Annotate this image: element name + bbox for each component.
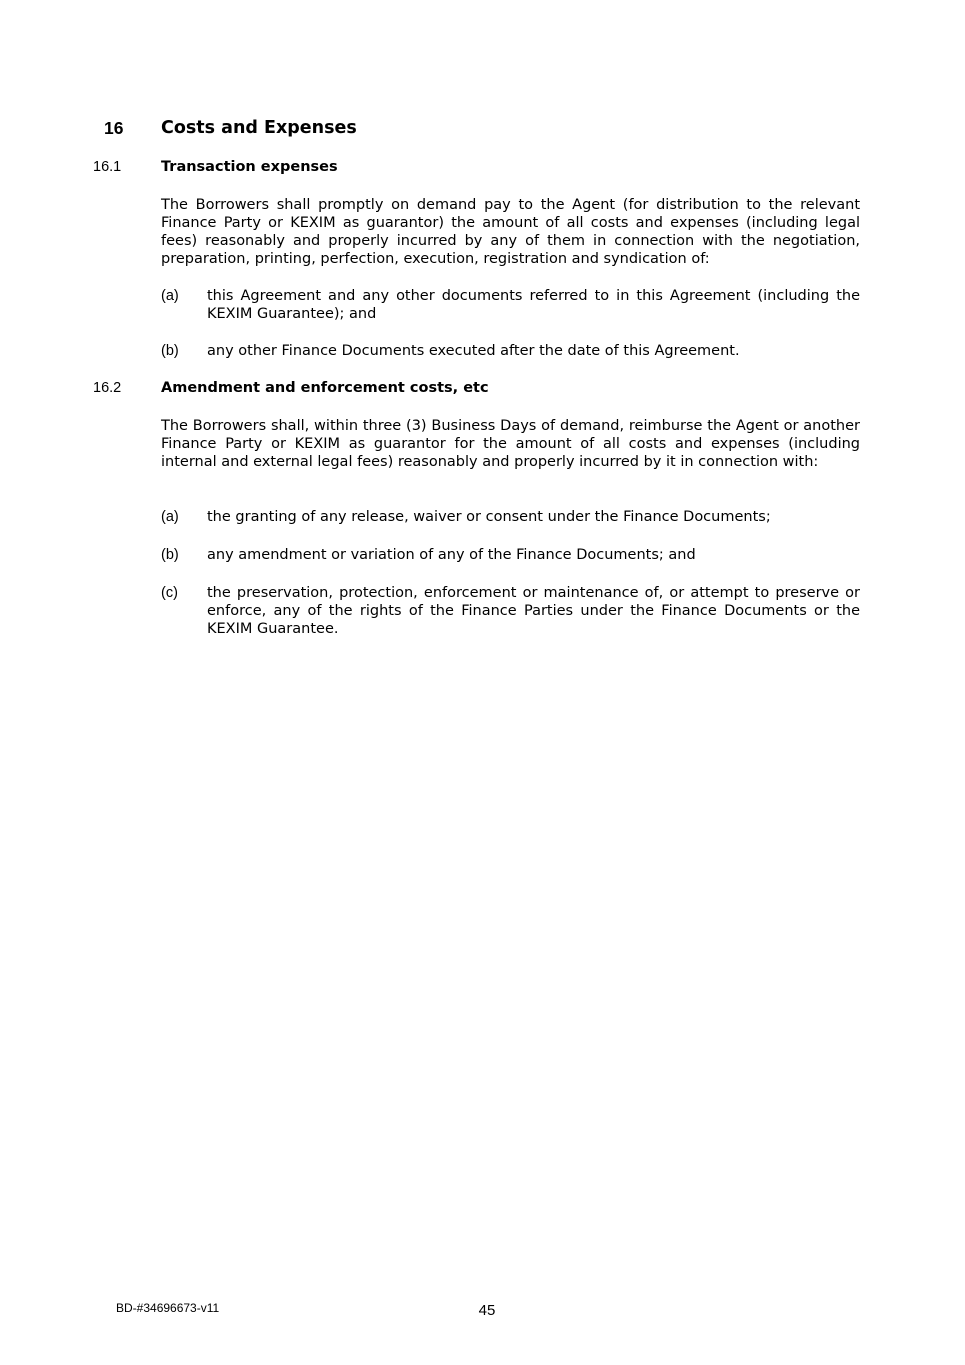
section-title: Costs and Expenses: [161, 118, 357, 138]
list-item-text: the preservation, protection, enforcement or maintenance of, or attempt to preserve or enforce, any of the rights of the Finance Parties under the Finance Documents or the KEXIM Guarantee.: [207, 585, 860, 637]
list-item-text: any other Finance Documents executed after the date of this Agreement.: [207, 343, 740, 359]
clause-title: Transaction expenses: [161, 159, 338, 175]
list-item-text: the granting of any release, waiver or consent under the Finance Documents;: [207, 509, 771, 525]
list-item-marker: (c): [161, 585, 178, 601]
list-item-marker: (b): [161, 547, 179, 563]
clause-paragraph: The Borrowers shall promptly on demand pay to the Agent (for distribution to the relevant Finance Party or KEXIM as guarantor) the amount of all costs and expenses (including legal fees) reasonably and properly incurred by any of them in connection with the negotiation, preparation, printing, perfection, execution, registration and syndication of:: [161, 197, 860, 267]
list-item-marker: (b): [161, 343, 179, 359]
clause-number: 16.2: [93, 380, 122, 396]
clause-number: 16.1: [93, 159, 122, 175]
section-number: 16: [104, 118, 124, 138]
list-item-marker: (a): [161, 509, 179, 525]
clause-title: Amendment and enforcement costs, etc: [161, 380, 489, 396]
list-item-text: this Agreement and any other documents referred to in this Agreement (including the KEXIM Guarantee); and: [207, 288, 860, 322]
list-item-marker: (a): [161, 288, 179, 304]
list-item-text: any amendment or variation of any of the Finance Documents; and: [207, 547, 696, 563]
clause-paragraph: The Borrowers shall, within three (3) Business Days of demand, reimburse the Agent or another Finance Party or KEXIM as guarantor for the amount of all costs and expenses (including internal and external legal fees) reasonably and properly incurred by it in connection with:: [161, 418, 860, 470]
page-number: 45: [478, 1302, 496, 1319]
document-reference: BD-#34696673-v11: [116, 1301, 220, 1315]
